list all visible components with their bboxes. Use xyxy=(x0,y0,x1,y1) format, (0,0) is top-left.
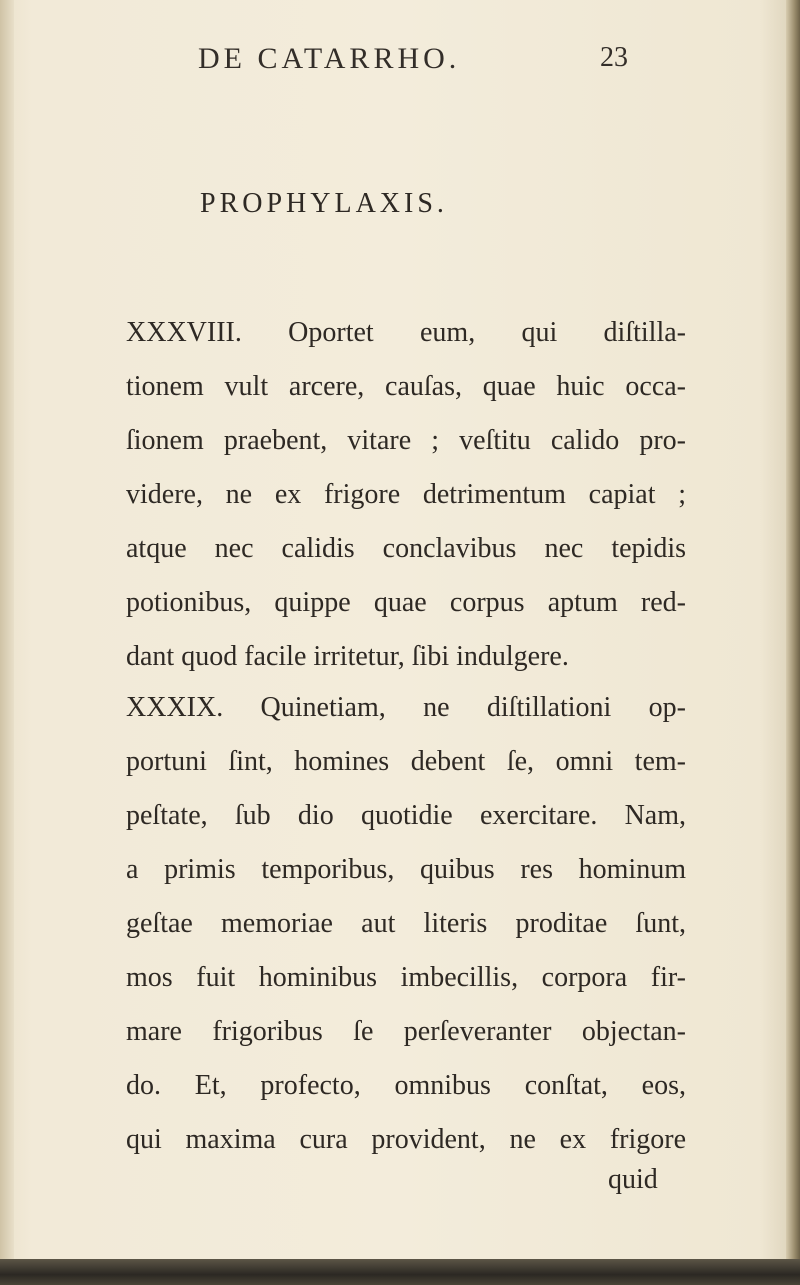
text-line: geſtae memoriae aut literis proditae ſunt, xyxy=(126,908,686,939)
text-line: XXXVIII. Oportet eum, qui diſtilla- xyxy=(126,317,686,348)
running-head: DE CATARRHO. xyxy=(198,42,461,75)
text-line: XXXIX. Quinetiam, ne diſtillationi op- xyxy=(126,692,686,723)
page-bottom-edge xyxy=(0,1259,800,1285)
text-line: do. Et, profecto, omnibus conſtat, eos, xyxy=(126,1070,686,1101)
text-line: qui maxima cura provident, ne ex frigore xyxy=(126,1124,686,1155)
text-line: mare frigoribus ſe perſeveranter objectan- xyxy=(126,1016,686,1047)
text-line: mos fuit hominibus imbecillis, corpora fir- xyxy=(126,962,686,993)
paragraph-xxxix xyxy=(126,681,686,1167)
text-line: peſtate, ſub dio quotidie exercitare. Nam, xyxy=(126,800,686,831)
text-line: tionem vult arcere, cauſas, quae huic occa- xyxy=(126,371,686,402)
text-line: ſionem praebent, vitare ; veſtitu calido pro- xyxy=(126,425,686,456)
text-line: potionibus, quippe quae corpus aptum red- xyxy=(126,587,686,618)
catchword: quid xyxy=(608,1164,658,1195)
text-line: atque nec calidis conclavibus nec tepidis xyxy=(126,533,686,564)
page-edge-shadow xyxy=(786,0,800,1285)
text-line: dant quod facile irritetur, ſibi indulgere. xyxy=(126,641,569,672)
text-line: portuni ſint, homines debent ſe, omni tem- xyxy=(126,746,686,777)
text-line: videre, ne ex frigore detrimentum capiat ; xyxy=(126,479,686,510)
page-number: 23 xyxy=(600,42,628,73)
paragraph-xxxviii xyxy=(126,306,686,684)
section-heading: PROPHYLAXIS. xyxy=(200,188,448,219)
page-gutter-shadow xyxy=(0,0,14,1285)
text-line: a primis temporibus, quibus res hominum xyxy=(126,854,686,885)
